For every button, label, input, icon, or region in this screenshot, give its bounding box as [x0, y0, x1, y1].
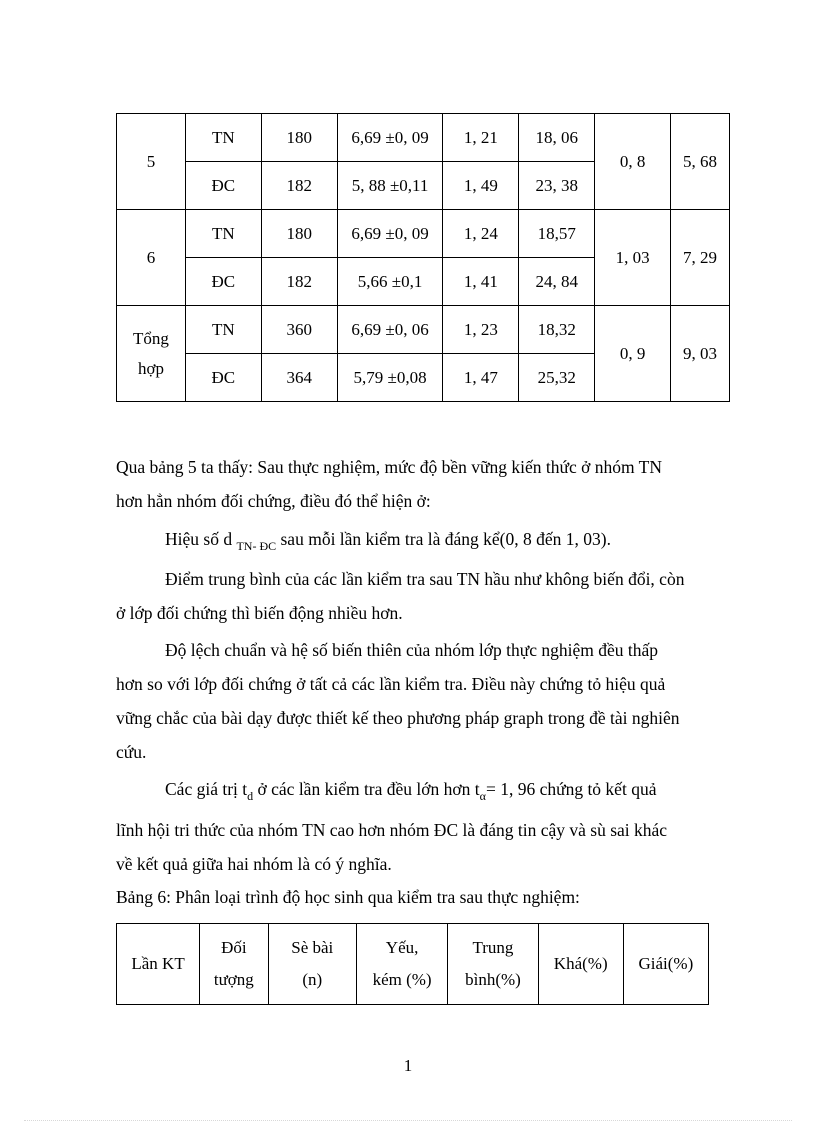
header-line: Đối [221, 938, 247, 957]
cv-cell: 18,57 [519, 210, 595, 258]
results-table-6 [116, 923, 709, 1005]
n-cell: 180 [261, 210, 337, 258]
text-fragment: = 1, 96 chứng tỏ kết quả [485, 779, 657, 799]
td-cell: 9, 03 [671, 306, 730, 402]
d-cell: 0, 8 [595, 114, 671, 210]
td-cell: 5, 68 [671, 114, 730, 210]
page-bottom-divider [24, 1120, 792, 1121]
header-line: (n) [302, 970, 323, 989]
paragraph-deviation [116, 633, 746, 769]
text-line: Độ lệch chuẩn và hệ số biến thiên của nhóm lớp thực nghiệm đều thấp [165, 640, 659, 660]
mean-cell: 5,79 ±0,08 [337, 354, 443, 402]
text-line: về kết quả giữa hai nhóm là có ý nghĩa. [116, 854, 392, 874]
d-cell: 1, 03 [595, 210, 671, 306]
page-number: 1 [403, 1056, 413, 1075]
sd-cell: 1, 23 [443, 306, 519, 354]
test-label-cell [117, 306, 186, 402]
subscript: TN- ĐC [236, 539, 277, 553]
header-kha: Khá(%) [538, 924, 623, 1005]
text-line: hơn so với lớp đối chứng ở tất cả các lần kiểm tra. Điều này chứng tỏ hiệu quả [116, 674, 666, 694]
mean-cell: 5, 88 ±0,11 [337, 162, 443, 210]
cv-cell: 24, 84 [519, 258, 595, 306]
table-row [117, 114, 730, 162]
group-cell: ĐC [185, 258, 261, 306]
td-cell: 7, 29 [671, 210, 730, 306]
sd-cell: 1, 24 [443, 210, 519, 258]
header-line: tượng [213, 970, 254, 989]
paragraph-difference [165, 522, 611, 563]
table-header-row [117, 924, 709, 1005]
mean-cell: 6,69 ±0, 09 [337, 210, 443, 258]
sd-cell: 1, 21 [443, 114, 519, 162]
header-line: Yếu, [385, 938, 419, 957]
cv-cell: 23, 38 [519, 162, 595, 210]
text-line: hơn hẳn nhóm đối chứng, điều đó thể hiện ở: [116, 491, 431, 511]
n-cell: 180 [261, 114, 337, 162]
header-line: bình(%) [465, 970, 521, 989]
text-line: Qua bảng 5 ta thấy: Sau thực nghiệm, mức độ bền vững kiến thức ở nhóm TN [116, 457, 663, 477]
group-cell: TN [185, 114, 261, 162]
table-row [117, 210, 730, 258]
paragraph-summary [116, 450, 662, 518]
n-cell: 182 [261, 258, 337, 306]
header-yeu-kem [356, 924, 447, 1005]
test-label-cell: 6 [117, 210, 186, 306]
header-line: Sè bài [291, 938, 334, 957]
cv-cell: 18, 06 [519, 114, 595, 162]
sd-cell: 1, 49 [443, 162, 519, 210]
n-cell: 182 [261, 162, 337, 210]
results-table-5 [116, 113, 730, 402]
sd-cell: 1, 41 [443, 258, 519, 306]
header-line: kém (%) [372, 970, 432, 989]
paragraph-td [116, 772, 746, 881]
text-line: vững chắc của bài dạy được thiết kế theo phương pháp graph trong đề tài nghiên [116, 708, 680, 728]
text-fragment: Hiệu số d [165, 529, 237, 549]
cv-cell: 25,32 [519, 354, 595, 402]
header-doi-tuong [200, 924, 269, 1005]
group-cell: ĐC [185, 162, 261, 210]
text-line: lĩnh hội tri thức của nhóm TN cao hơn nhóm ĐC là đáng tin cậy và sù sai khác [116, 820, 668, 840]
header-gioi: Giái(%) [623, 924, 708, 1005]
cv-cell: 18,32 [519, 306, 595, 354]
text-line: ở lớp đối chứng thì biến động nhiều hơn. [116, 603, 403, 623]
text-line: Điểm trung bình của các lần kiểm tra sau TN hầu như không biến đổi, còn [165, 569, 685, 589]
text-fragment: ở các lần kiểm tra đều lớn hơn t [253, 779, 480, 799]
text-line: cứu. [116, 742, 147, 762]
n-cell: 360 [261, 306, 337, 354]
mean-cell: 6,69 ±0, 09 [337, 114, 443, 162]
total-label-line2: hợp [137, 358, 164, 378]
header-lan-kt: Lần KT [117, 924, 200, 1005]
subscript: α [479, 789, 486, 803]
d-cell: 0, 9 [595, 306, 671, 402]
test-label-cell: 5 [117, 114, 186, 210]
text-fragment: Các giá trị t [165, 779, 248, 799]
header-trung-binh [448, 924, 538, 1005]
paragraph-mean [116, 562, 746, 630]
text-fragment: sau mỗi lần kiểm tra là đáng kể(0, 8 đến 1, 03). [276, 529, 611, 549]
n-cell: 364 [261, 354, 337, 402]
header-so-bai [268, 924, 356, 1005]
subscript: d [247, 789, 254, 803]
group-cell: TN [185, 210, 261, 258]
mean-cell: 6,69 ±0, 06 [337, 306, 443, 354]
header-line: Trung [472, 938, 514, 957]
sd-cell: 1, 47 [443, 354, 519, 402]
total-label-line1: Tổng [133, 328, 169, 348]
mean-cell: 5,66 ±0,1 [337, 258, 443, 306]
group-cell: TN [185, 306, 261, 354]
group-cell: ĐC [185, 354, 261, 402]
table-row [117, 306, 730, 354]
table-6-caption: Bảng 6: Phân loại trình độ học sinh qua kiểm tra sau thực nghiệm: [116, 887, 580, 907]
